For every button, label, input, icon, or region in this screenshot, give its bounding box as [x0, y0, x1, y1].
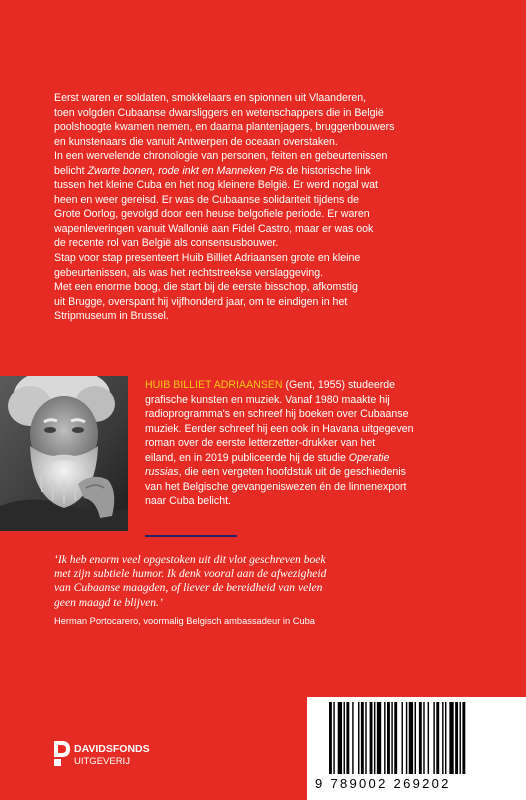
blurb-line: Grote Oorlog, gevolgd door een heuse belgofiele periode. Er waren — [54, 208, 370, 221]
quote-line: ‘Ik heb enorm veel opgestoken uit dit vlot geschreven boek — [54, 553, 326, 566]
quote-line: van Cubaanse maagden, of liever de bereidheid van velen — [54, 581, 323, 595]
barcode-bar — [409, 702, 413, 774]
blurb-line: poolshoogte kwamen nemen, en daarna plantenjagers, bruggenbouwers — [54, 121, 395, 134]
bio-line: roman over de eerste letterzetter-drukker van het — [145, 437, 376, 450]
bio-text-segment: eiland, en in 2019 publiceerde hij de studie — [145, 451, 349, 464]
barcode-bar — [460, 702, 461, 774]
blurb-line: Stripmuseum in Brussel. — [54, 310, 169, 323]
publisher-subtitle: UITGEVERIJ — [74, 756, 130, 767]
davidsfonds-logo-icon — [53, 739, 173, 769]
quote-attribution: Herman Portocarero, voormalig Belgisch ambassadeur in Cuba — [54, 616, 315, 626]
bio-line — [145, 451, 495, 466]
study-title: Operatie — [348, 451, 390, 464]
barcode-bar — [415, 702, 416, 774]
blurb-line: tussen het kleine Cuba en het nog kleinere België. Er werd nogal wat — [54, 179, 378, 192]
barcode-bar — [436, 702, 439, 774]
publisher-name: DAVIDSFONDS — [74, 743, 150, 755]
author-name: HUIB BILLIET ADRIAANSEN — [145, 379, 283, 391]
barcode-bar — [361, 702, 364, 774]
barcode-bar — [445, 702, 446, 774]
barcode-icon — [307, 697, 526, 800]
barcode-bar — [333, 702, 334, 774]
bio-line: naar Cuba belicht. — [145, 495, 231, 508]
study-title: russias — [145, 466, 179, 479]
blurb-line: wapenleveringen vanuit Wallonië aan Fidel Castro, maar er was ook — [54, 222, 374, 235]
blurb-line: gebeurtenissen, als was het rechtstreekse verslaggeving. — [54, 266, 324, 279]
bio-line — [145, 465, 495, 480]
barcode-bar — [338, 702, 342, 774]
barcode-bar — [346, 702, 349, 774]
blurb-line: heen en weer gereisd. Er was de Cubaanse solidariteit tijdens de — [54, 193, 360, 206]
barcode-bar — [358, 702, 359, 774]
bio-line — [145, 378, 495, 393]
barcode-bar — [352, 702, 353, 774]
author-photo-icon — [0, 376, 128, 531]
barcode-bar — [394, 702, 397, 774]
barcode-bar — [449, 702, 453, 774]
blurb-text-segment: de historische link — [283, 164, 371, 177]
barcode-bar — [384, 702, 385, 774]
barcode-bars — [329, 702, 509, 776]
blurb-line: In een wervelende chronologie van personen, feiten en gebeurtenissen — [54, 150, 388, 163]
author-bio — [145, 378, 495, 509]
barcode-bar — [433, 702, 434, 774]
barcode-bar — [455, 702, 458, 774]
bio-line: muziek. Eerder schreef hij een ook in Havana uitgegeven — [145, 422, 414, 435]
barcode-bar — [419, 702, 422, 774]
quote-line: met zijn subtiele humor. Ik denk vooral aan de afwezigheid — [54, 567, 327, 581]
bio-line: grafische kunsten en muziek. Vanaf 1980 maakte hij — [145, 393, 390, 406]
barcode-bar — [344, 702, 345, 774]
barcode-bar — [423, 702, 424, 774]
isbn-number: 9 789002 269202 — [315, 776, 451, 791]
barcode-bar — [391, 702, 392, 774]
blurb-line: Stap voor stap presenteert Huib Billiet Adriaansen grote en kleine — [54, 252, 361, 265]
blurb-text — [54, 91, 494, 324]
blurb-text-segment: belicht — [54, 164, 88, 177]
barcode-bar — [374, 702, 375, 774]
barcode-bar — [377, 702, 381, 774]
divider — [145, 535, 237, 537]
blurb-line: toen volgden Cubaanse dwarsliggers en wetenschappers die in België — [54, 106, 384, 119]
blurb-line — [54, 164, 494, 179]
bio-line: van het Belgische gevangeniswezen én de linnenexport — [145, 480, 407, 493]
bio-text-segment: (Gent, 1955) studeerde — [282, 379, 396, 391]
bio-text-segment: , die een vergeten hoofdstuk uit de geschiedenis — [178, 466, 406, 479]
bio-line: radioprogramma's en schreef hij boeken over Cubaanse — [145, 408, 409, 421]
barcode-bar — [370, 702, 373, 774]
blurb-line: Eerst waren er soldaten, smokkelaars en spionnen uit Vlaanderen, — [54, 92, 367, 104]
quote-line: geen maagd te blijven.’ — [54, 595, 163, 609]
book-title: Zwarte bonen, rode inkt en Manneken Pis — [87, 164, 284, 177]
blurb-line: uit Brugge, overspant hij vijfhonderd jaar, om te eindigen in het — [54, 295, 348, 308]
blurb-line: en kunstenaars die vanuit Antwerpen de oceaan overstaken. — [54, 135, 338, 148]
barcode-bar — [462, 702, 465, 774]
barcode-bar — [365, 702, 366, 774]
barcode-bar — [442, 702, 443, 774]
barcode-bar — [428, 702, 429, 774]
blurb-line: de recente rol van België als consensusbouwer. — [54, 237, 279, 250]
barcode-bar — [329, 702, 332, 774]
blurb-line: Met een enorme boog, die start bij de eerste bisschop, afkomstig — [54, 281, 358, 294]
review-quote — [54, 553, 474, 610]
barcode-bar — [406, 702, 407, 774]
barcode-bar — [387, 702, 390, 774]
barcode-bar — [402, 702, 403, 774]
